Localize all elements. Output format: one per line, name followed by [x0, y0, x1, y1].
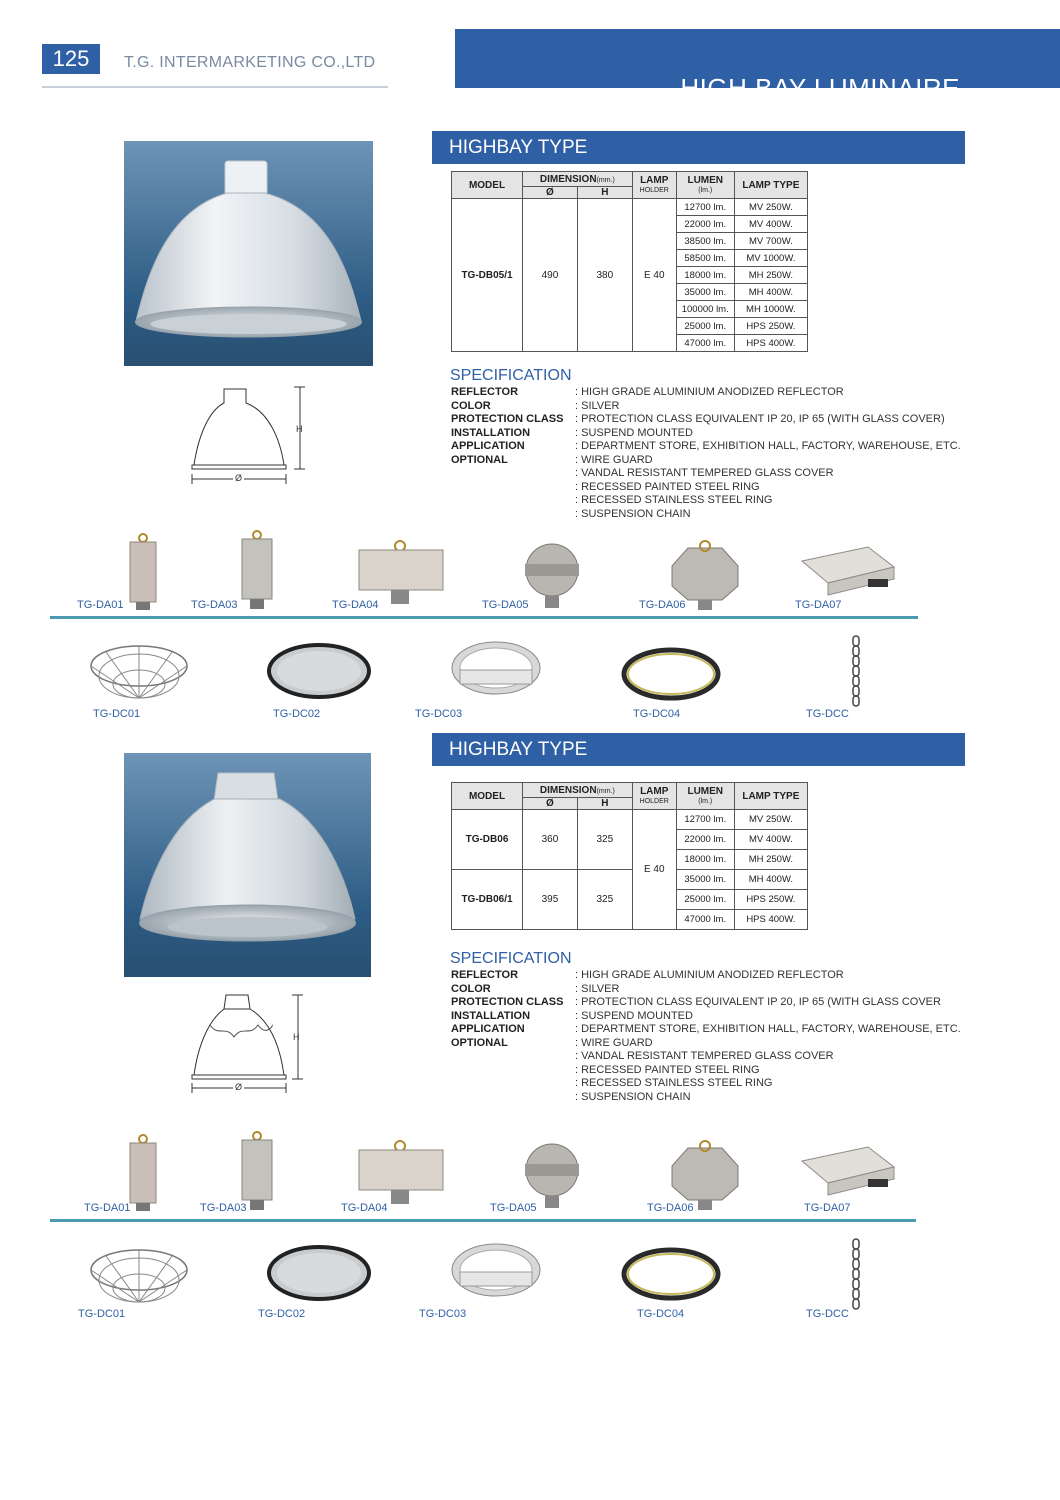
gear-label: TG-DA03 [191, 599, 238, 611]
lumen-cell: 58500 lm. [676, 250, 734, 267]
header-divider [42, 86, 388, 88]
col-lamp-type: LAMP TYPE [734, 172, 807, 199]
spec-key [451, 481, 575, 495]
lamp-type-cell: MH 250W. [734, 850, 807, 870]
spec-table-tg-db06 [451, 782, 808, 930]
spec-key [451, 1077, 575, 1091]
dimension-unit: (mm.) [596, 787, 615, 795]
spec-value: : SUSPENSION CHAIN [575, 507, 691, 520]
cover-label: TG-DCC [806, 708, 849, 720]
spec-key [451, 1091, 575, 1105]
lamp-type-cell: MH 400W. [734, 870, 807, 890]
spec-value: : SUSPEND MOUNTED [575, 1009, 693, 1022]
spec-row [451, 400, 961, 414]
dimension-label: DIMENSION [539, 784, 597, 796]
spec-value: : RECESSED STAINLESS STEEL RING [575, 1077, 773, 1089]
spec-row [451, 1077, 961, 1091]
spec-value: : SUSPEND MOUNTED [575, 426, 693, 439]
section-title: HIGHBAY TYPE [432, 131, 965, 164]
spec-key [451, 467, 575, 481]
col-lamp-type: LAMP TYPE [734, 783, 807, 810]
spec-value: : WIRE GUARD [575, 1036, 653, 1049]
spec-key [451, 1050, 575, 1064]
height-label: H [293, 1032, 300, 1042]
steel-ring-icon [448, 1240, 544, 1304]
spec-row [451, 1050, 961, 1064]
cover-tg-dc02 [266, 1244, 372, 1307]
cover-label: TG-DC04 [637, 1308, 685, 1320]
spec-value: : SILVER [575, 982, 620, 995]
col-model: MODEL [452, 172, 523, 199]
lamp-type-cell: MV 1000W. [734, 250, 807, 267]
product-photo-tg-db05-1 [124, 141, 373, 366]
stainless-ring-icon [620, 646, 722, 702]
control-gear-icon [798, 543, 898, 601]
lumen-cell: 47000 lm. [676, 335, 734, 352]
wire-guard-icon [86, 1240, 192, 1312]
glass-cover-icon [266, 1244, 372, 1302]
holder-label: HOLDER [639, 186, 669, 194]
spec-row [451, 969, 961, 983]
spec-value: : WIRE GUARD [575, 453, 653, 466]
cover-tg-dcc [849, 634, 863, 719]
col-lamp-holder [632, 783, 676, 810]
lamp-type-cell: HPS 400W. [734, 335, 807, 352]
page-title: HIGH BAY LUMINAIRE [680, 73, 960, 103]
spec-value: : VANDAL RESISTANT TEMPERED GLASS COVER [575, 467, 834, 479]
col-lumen [676, 783, 734, 810]
cover-tg-dc01 [86, 636, 192, 713]
diameter-label: Ø [235, 473, 243, 483]
product-photo-tg-db06 [124, 753, 371, 977]
gear-label: TG-DA04 [332, 599, 379, 611]
control-gear-icon [798, 1143, 898, 1201]
lumen-cell: 35000 lm. [676, 870, 734, 890]
gear-label: TG-DA05 [482, 599, 529, 611]
spec-key [451, 1064, 575, 1078]
lamp-type-cell: MV 250W. [734, 199, 807, 216]
gear-label: TG-DA07 [804, 1202, 851, 1214]
spec-row [451, 413, 961, 427]
cover-tg-dc03 [448, 638, 544, 707]
cover-label: TG-DCC [806, 1308, 849, 1320]
lumen-cell: 35000 lm. [676, 284, 734, 301]
section-title: HIGHBAY TYPE [432, 733, 965, 766]
spec-row [451, 1037, 961, 1051]
diameter-cell: 490 [523, 199, 578, 352]
col-lumen [676, 172, 734, 199]
gear-tg-da01 [120, 533, 166, 618]
model-cell: TG-DB06/1 [452, 870, 523, 930]
model-cell: TG-DB06 [452, 810, 523, 870]
model-cell: TG-DB05/1 [452, 199, 523, 352]
spec-key [451, 508, 575, 522]
header-title-bar [455, 29, 1060, 103]
lumen-cell: 12700 lm. [676, 810, 734, 830]
holder-cell: E 40 [632, 810, 676, 930]
lumen-cell: 25000 lm. [676, 890, 734, 910]
spec-row [451, 1023, 961, 1037]
gear-label: TG-DA04 [341, 1202, 388, 1214]
spec-key: COLOR [451, 982, 491, 995]
dimension-drawing [188, 383, 308, 488]
lumen-cell: 25000 lm. [676, 318, 734, 335]
diameter-label: Ø [235, 1082, 243, 1092]
specification-heading: SPECIFICATION [450, 950, 572, 967]
lamp-type-cell: HPS 250W. [734, 890, 807, 910]
gear-tg-da03 [232, 530, 282, 619]
lumen-unit: (lm.) [698, 797, 713, 805]
lumen-cell: 18000 lm. [676, 850, 734, 870]
col-model: MODEL [452, 783, 523, 810]
lamp-type-cell: HPS 250W. [734, 318, 807, 335]
spec-value: : HIGH GRADE ALUMINIUM ANODIZED REFLECTOR [575, 386, 844, 398]
gear-label: TG-DA06 [639, 599, 686, 611]
spec-value: : DEPARTMENT STORE, EXHIBITION HALL, FACTORY, WAREHOUSE, ETC. [575, 1023, 961, 1035]
cover-label: TG-DC01 [93, 708, 141, 720]
height-label: H [296, 424, 303, 434]
lumen-cell: 22000 lm. [676, 216, 734, 233]
cover-label: TG-DC04 [633, 708, 681, 720]
reflector-lamp-icon [124, 753, 371, 977]
accessory-divider [50, 1219, 916, 1222]
spec-value: : RECESSED PAINTED STEEL RING [575, 1063, 760, 1076]
spec-key: OPTIONAL [451, 453, 508, 466]
spec-row [451, 467, 961, 481]
spec-row [451, 440, 961, 454]
height-cell: 325 [577, 810, 632, 870]
lamp-label: LAMP [640, 174, 669, 186]
spec-row [451, 1091, 961, 1105]
diameter-cell: 395 [523, 870, 578, 930]
gear-label: TG-DA01 [84, 1202, 131, 1214]
height-cell: 325 [577, 870, 632, 930]
gear-label: TG-DA01 [77, 599, 124, 611]
control-gear-icon [120, 533, 166, 613]
spec-key: REFLECTOR [451, 386, 519, 398]
spec-row [451, 983, 961, 997]
cover-tg-dc01 [86, 1240, 192, 1317]
spec-value: : HIGH GRADE ALUMINIUM ANODIZED REFLECTOR [575, 969, 844, 981]
cover-tg-dc04 [620, 1246, 722, 1307]
control-gear-icon [232, 530, 282, 614]
spec-row [451, 386, 961, 400]
chain-icon [849, 634, 863, 714]
lumen-cell: 38500 lm. [676, 233, 734, 250]
spec-row [451, 481, 961, 495]
cover-label: TG-DC02 [258, 1308, 306, 1320]
page-number: 125 [42, 44, 100, 74]
cover-label: TG-DC01 [78, 1308, 126, 1320]
cover-tg-dc03 [448, 1240, 544, 1309]
lamp-type-cell: HPS 400W. [734, 910, 807, 930]
diameter-cell: 360 [523, 810, 578, 870]
gear-tg-da07 [798, 543, 898, 606]
spec-key [451, 494, 575, 508]
company-name: T.G. INTERMARKETING CO.,LTD [124, 54, 376, 71]
spec-row [451, 508, 961, 522]
cover-tg-dcc [849, 1237, 863, 1322]
holder-label: HOLDER [639, 797, 669, 805]
gear-label: TG-DA07 [795, 599, 842, 611]
lumen-cell: 47000 lm. [676, 910, 734, 930]
height-cell: 380 [577, 199, 632, 352]
dimension-label: DIMENSION [539, 173, 597, 185]
spec-value: : RECESSED PAINTED STEEL RING [575, 480, 760, 493]
lumen-unit: (lm.) [698, 186, 713, 194]
col-diameter: Ø [523, 798, 578, 810]
lamp-type-cell: MH 250W. [734, 267, 807, 284]
lumen-label: LUMEN [687, 174, 724, 186]
cover-label: TG-DC03 [419, 1308, 467, 1320]
spec-table-tg-db05-1 [451, 171, 808, 352]
reflector-lamp-icon [124, 141, 373, 366]
spec-key: OPTIONAL [451, 1036, 508, 1049]
specification-list [451, 386, 961, 521]
specification-heading: SPECIFICATION [450, 367, 572, 384]
cover-tg-dc02 [266, 642, 372, 705]
spec-value: : DEPARTMENT STORE, EXHIBITION HALL, FACTORY, WAREHOUSE, ETC. [575, 440, 961, 452]
lumen-cell: 12700 lm. [676, 199, 734, 216]
lamp-type-cell: MH 400W. [734, 284, 807, 301]
spec-key: REFLECTOR [451, 969, 519, 981]
steel-ring-icon [448, 638, 544, 702]
stainless-ring-icon [620, 1246, 722, 1302]
col-dimension [523, 172, 633, 187]
gear-label: TG-DA05 [490, 1202, 537, 1214]
col-height: H [577, 798, 632, 810]
gear-tg-da07 [798, 1143, 898, 1206]
lamp-type-cell: MH 1000W. [734, 301, 807, 318]
spec-value: : PROTECTION CLASS EQUIVALENT IP 20, IP 65 (WITH GLASS COVER [575, 996, 941, 1008]
spec-key: INSTALLATION [451, 1009, 531, 1022]
col-lamp-holder [632, 172, 676, 199]
lumen-label: LUMEN [687, 785, 724, 797]
col-diameter: Ø [523, 187, 578, 199]
spec-value: : PROTECTION CLASS EQUIVALENT IP 20, IP 65 (WITH GLASS COVER) [575, 413, 945, 425]
spec-key: APPLICATION [451, 440, 525, 452]
col-height: H [577, 187, 632, 199]
lamp-type-cell: MV 250W. [734, 810, 807, 830]
spec-row [451, 454, 961, 468]
spec-value: : SILVER [575, 399, 620, 412]
lamp-type-cell: MV 400W. [734, 830, 807, 850]
spec-row [451, 1064, 961, 1078]
col-dimension [523, 783, 633, 798]
wire-guard-icon [86, 636, 192, 708]
spec-row [451, 1010, 961, 1024]
cover-label: TG-DC03 [415, 708, 463, 720]
lamp-label: LAMP [640, 785, 669, 797]
glass-cover-icon [266, 642, 372, 700]
lumen-cell: 18000 lm. [676, 267, 734, 284]
spec-row [451, 996, 961, 1010]
dimension-drawing [188, 991, 308, 1096]
holder-cell: E 40 [632, 199, 676, 352]
spec-value: : VANDAL RESISTANT TEMPERED GLASS COVER [575, 1050, 834, 1062]
spec-key: PROTECTION CLASS [451, 996, 564, 1008]
lamp-type-cell: MV 700W. [734, 233, 807, 250]
spec-key: APPLICATION [451, 1023, 525, 1035]
control-gear-icon [355, 1140, 447, 1210]
control-gear-icon [517, 1140, 587, 1210]
spec-row [451, 427, 961, 441]
spec-key: INSTALLATION [451, 426, 531, 439]
cover-tg-dc04 [620, 646, 722, 707]
accessory-divider [50, 616, 918, 619]
chain-icon [849, 1237, 863, 1317]
lamp-type-cell: MV 400W. [734, 216, 807, 233]
spec-value: : RECESSED STAINLESS STEEL RING [575, 494, 773, 506]
spec-value: : SUSPENSION CHAIN [575, 1090, 691, 1103]
dimension-unit: (mm.) [596, 176, 615, 184]
spec-key: COLOR [451, 399, 491, 412]
gear-label: TG-DA06 [647, 1202, 694, 1214]
cover-label: TG-DC02 [273, 708, 321, 720]
spec-row [451, 494, 961, 508]
lumen-cell: 100000 lm. [676, 301, 734, 318]
specification-list [451, 969, 961, 1104]
lumen-cell: 22000 lm. [676, 830, 734, 850]
gear-label: TG-DA03 [200, 1202, 247, 1214]
spec-key: PROTECTION CLASS [451, 413, 564, 425]
